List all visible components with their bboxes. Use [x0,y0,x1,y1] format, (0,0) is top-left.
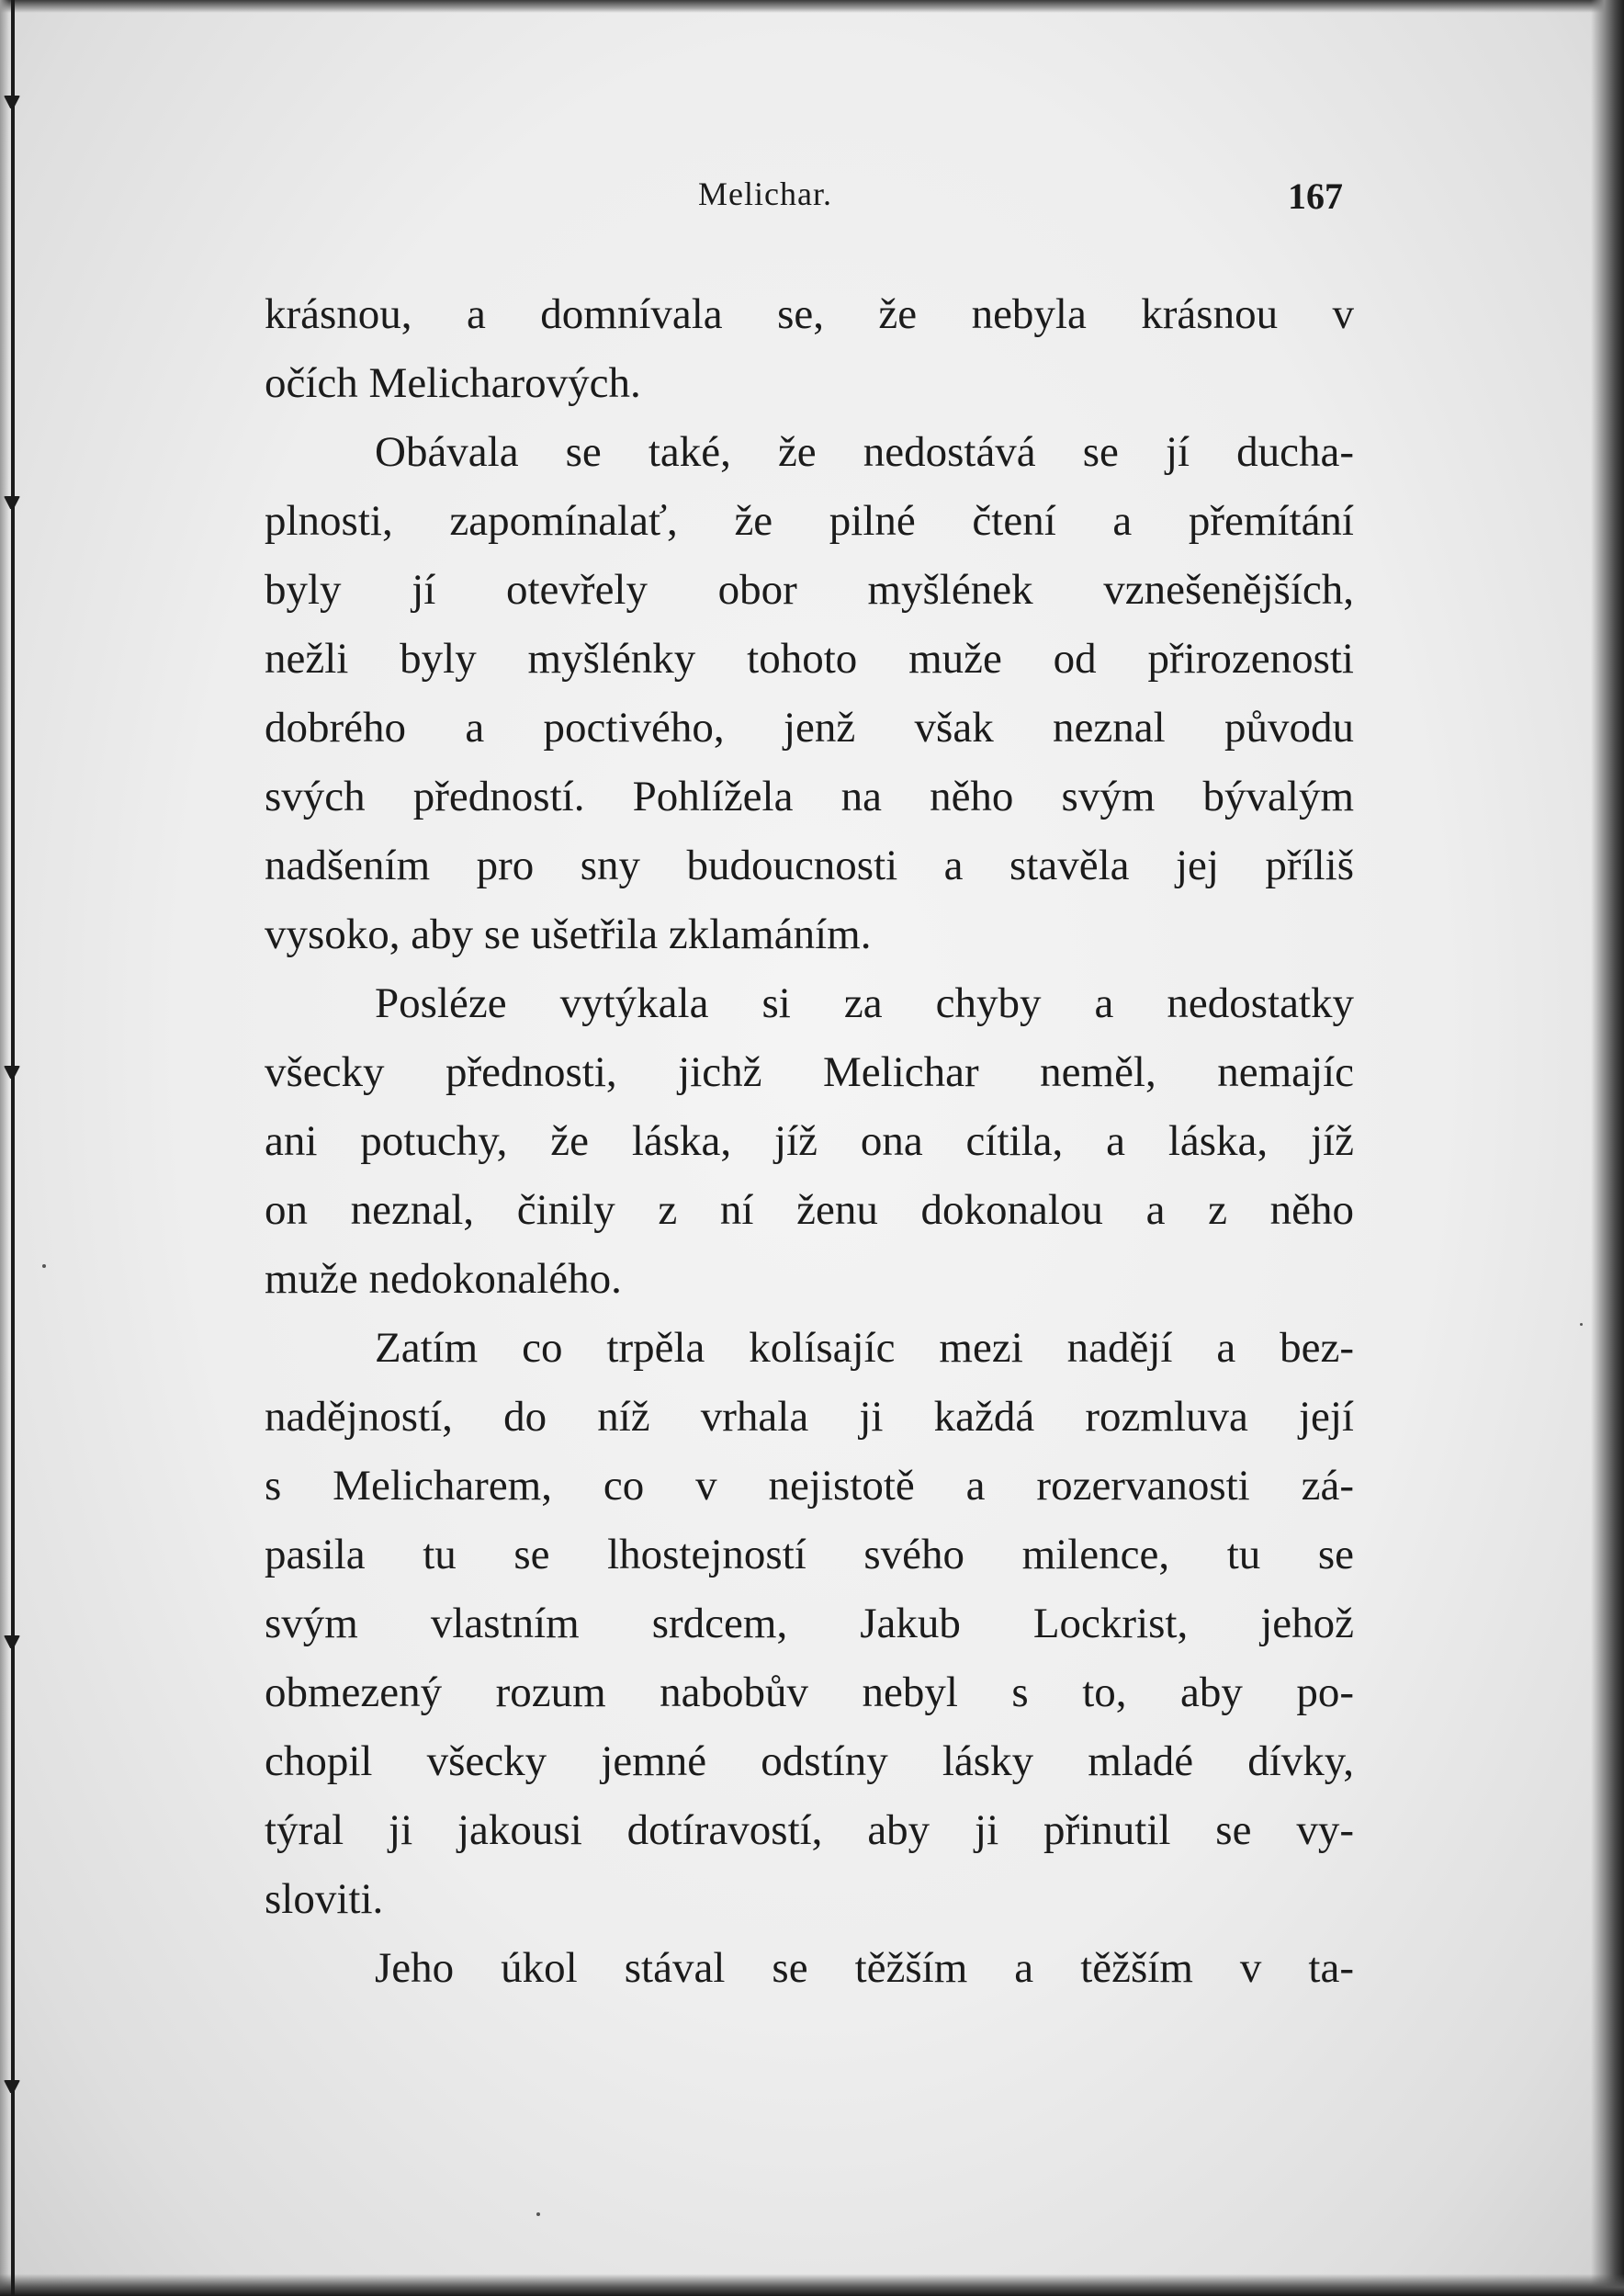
text-line: všecky přednosti, jichž Melichar neměl, nemajíc [265,1048,1354,1096]
text-line: vysoko, aby se ušetřila zklamáním. [265,910,872,958]
text-line: sloviti. [265,1875,384,1923]
text-line: očích Melicharových. [265,359,641,407]
text-line: nadšením pro sny budoucnosti a stavěla jej příliš [265,842,1354,889]
text-line: pasila tu se lhostejností svého milence, tu se [265,1531,1354,1578]
paragraph-first-line: Zatím co trpěla kolísajíc mezi nadějí a bez- [375,1324,1354,1372]
body-text [265,280,1354,2003]
page-number: 167 [1288,175,1343,217]
scan-speck [536,2212,540,2216]
scan-speck [1580,1323,1583,1326]
text-line: svým vlastním srdcem, Jakub Lockrist, jehož [265,1600,1354,1647]
text-line: nežli byly myšlénky tohoto muže od přirozenosti [265,635,1354,683]
paragraph-first-line: Obávala se také, že nedostává se jí ducha- [375,428,1354,476]
text-line: byly jí otevřely obor myšlének vznešenějších, [265,566,1354,614]
text-line: on neznal, činily z ní ženu dokonalou a z něho [265,1186,1354,1234]
text-line: chopil všecky jemné odstíny lásky mladé dívky, [265,1737,1354,1785]
page-edge-right [1591,0,1624,2296]
text-line: plnosti, zapomínalať, že pilné čtení a přemítání [265,497,1354,545]
text-line: nadějností, do níž vrhala ji každá rozmluva její [265,1393,1354,1441]
text-line: týral ji jakousi dotíravostí, aby ji přinutil se vy- [265,1806,1354,1854]
running-head-title: Melichar. [698,175,832,212]
text-line: dobrého a poctivého, jenž však neznal původu [265,704,1354,752]
text-line: ani potuchy, že láska, jíž ona cítila, a láska, jíž [265,1117,1354,1165]
paragraph-first-line: Jeho úkol stával se těžším a těžším v ta- [375,1944,1354,1992]
page-edge-top [0,0,1624,13]
text-line: svých předností. Pohlížela na něho svým bývalým [265,773,1354,820]
scan-speck [42,1264,46,1268]
text-line: krásnou, a domnívala se, že nebyla krásnou v [265,290,1354,338]
page-edge-bottom [0,2274,1624,2296]
text-line: s Melicharem, co v nejistotě a rozervanosti zá- [265,1462,1354,1510]
text-line: muže nedokonalého. [265,1255,622,1303]
binding-rule [11,0,15,2296]
page-edge-left [0,0,9,2296]
paragraph-first-line: Posléze vytýkala si za chyby a nedostatky [375,979,1354,1027]
text-line: obmezený rozum nabobův nebyl s to, aby po- [265,1668,1354,1716]
